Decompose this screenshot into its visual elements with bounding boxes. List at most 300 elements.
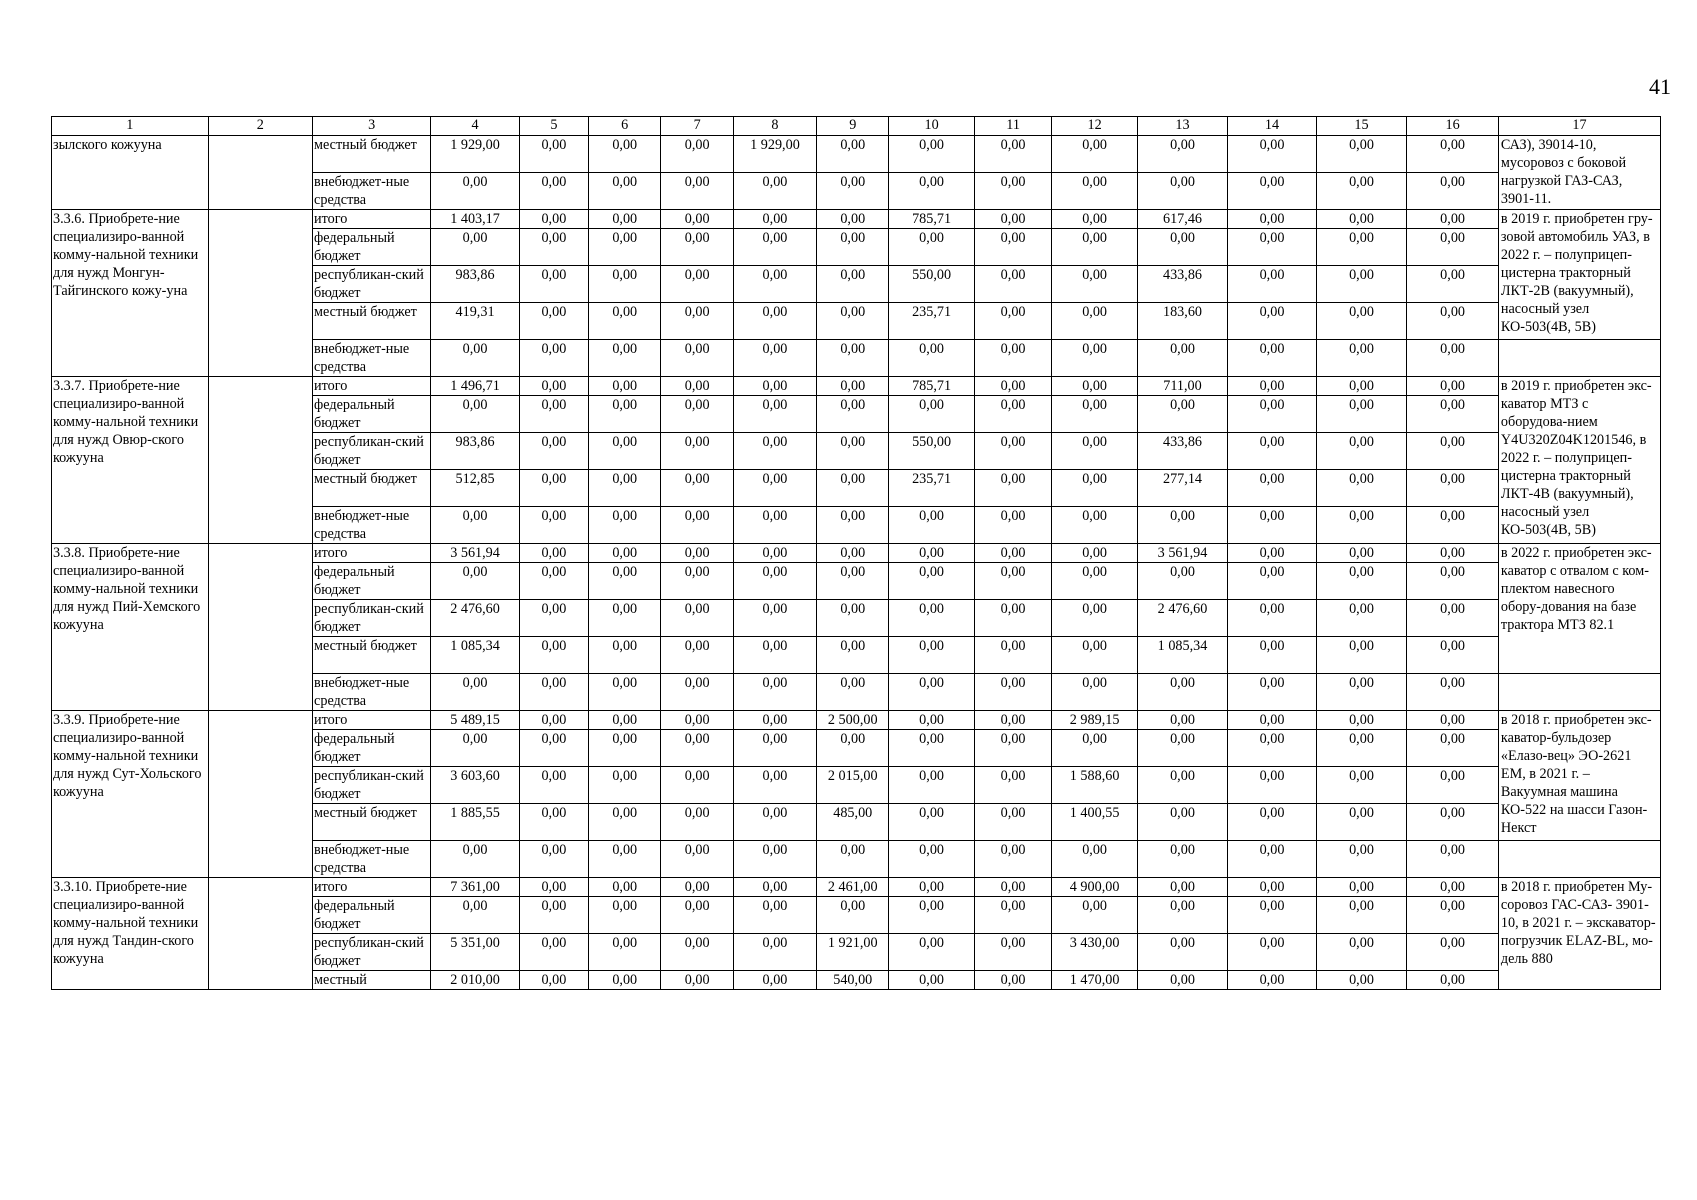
value-cell: 0,00 — [1052, 730, 1137, 767]
value-cell: 0,00 — [1052, 396, 1137, 433]
note-cell: в 2018 г. приобретен Му-соровоз ГАС-САЗ- 3901-10, в 2021 г. – экскаватор-погрузчик ELAZ-BL, мо-дель 880 — [1498, 878, 1660, 990]
value-cell: 0,00 — [431, 507, 519, 544]
column-header: 11 — [974, 117, 1052, 136]
value-cell: 0,00 — [589, 173, 661, 210]
value-cell: 0,00 — [1137, 507, 1228, 544]
value-cell: 0,00 — [733, 841, 816, 878]
value-cell: 0,00 — [661, 266, 733, 303]
value-cell: 512,85 — [431, 470, 519, 507]
value-cell: 0,00 — [1316, 229, 1407, 266]
value-cell: 0,00 — [519, 841, 588, 878]
value-cell: 0,00 — [974, 210, 1052, 229]
value-cell: 0,00 — [974, 433, 1052, 470]
value-cell: 0,00 — [661, 804, 733, 841]
value-cell: 0,00 — [817, 674, 889, 711]
value-cell: 0,00 — [519, 303, 588, 340]
value-cell: 0,00 — [817, 600, 889, 637]
value-cell: 183,60 — [1137, 303, 1228, 340]
value-cell: 0,00 — [733, 971, 816, 990]
value-cell: 0,00 — [431, 340, 519, 377]
value-cell: 0,00 — [1228, 841, 1316, 878]
table-row — [52, 377, 1661, 396]
value-cell: 0,00 — [974, 897, 1052, 934]
value-cell: 0,00 — [1228, 730, 1316, 767]
value-cell: 0,00 — [733, 804, 816, 841]
value-cell: 0,00 — [733, 303, 816, 340]
value-cell: 0,00 — [974, 637, 1052, 674]
value-cell: 0,00 — [1137, 804, 1228, 841]
funding-source: республикан-ский бюджет — [313, 600, 431, 637]
value-cell: 0,00 — [1316, 210, 1407, 229]
value-cell: 0,00 — [889, 878, 974, 897]
value-cell: 0,00 — [1052, 266, 1137, 303]
value-cell: 0,00 — [661, 396, 733, 433]
note-empty-cell — [1498, 841, 1660, 878]
value-cell: 0,00 — [817, 637, 889, 674]
value-cell: 0,00 — [1052, 210, 1137, 229]
column-header: 4 — [431, 117, 519, 136]
value-cell: 550,00 — [889, 433, 974, 470]
value-cell: 711,00 — [1137, 377, 1228, 396]
value-cell: 0,00 — [1228, 229, 1316, 266]
value-cell: 0,00 — [1137, 711, 1228, 730]
funding-source: внебюджет-ные средства — [313, 507, 431, 544]
value-cell: 0,00 — [733, 711, 816, 730]
value-cell: 0,00 — [1137, 971, 1228, 990]
value-cell: 0,00 — [431, 563, 519, 600]
value-cell: 0,00 — [1137, 730, 1228, 767]
value-cell: 0,00 — [661, 507, 733, 544]
value-cell: 0,00 — [974, 136, 1052, 173]
column-header: 6 — [589, 117, 661, 136]
value-cell: 0,00 — [1228, 600, 1316, 637]
value-cell: 0,00 — [817, 173, 889, 210]
value-cell: 0,00 — [1137, 396, 1228, 433]
value-cell: 0,00 — [519, 173, 588, 210]
value-cell: 0,00 — [733, 266, 816, 303]
value-cell: 0,00 — [661, 767, 733, 804]
value-cell: 419,31 — [431, 303, 519, 340]
value-cell: 0,00 — [1316, 173, 1407, 210]
value-cell: 0,00 — [519, 136, 588, 173]
value-cell: 0,00 — [817, 470, 889, 507]
value-cell: 983,86 — [431, 433, 519, 470]
value-cell: 0,00 — [589, 730, 661, 767]
value-cell: 0,00 — [589, 136, 661, 173]
value-cell: 0,00 — [733, 507, 816, 544]
note-cell: в 2019 г. приобретен экс-каватор МТЗ с оборудова-нием Y4U320Z04K1201546, в 2022 г. – полуприцеп-цистерна тракторный ЛКТ-4В (вакуумный), насосный узел КО-503(4В, 5В) — [1498, 377, 1660, 544]
value-cell: 0,00 — [1137, 229, 1228, 266]
funding-source: внебюджет-ные средства — [313, 340, 431, 377]
value-cell: 0,00 — [519, 433, 588, 470]
value-cell: 0,00 — [1316, 544, 1407, 563]
note-cell: в 2022 г. приобретен экс-каватор с отвалом с ком-плектом навесного обору-дования на базе трактора МТЗ 82.1 — [1498, 544, 1660, 674]
value-cell: 0,00 — [1228, 878, 1316, 897]
value-cell: 0,00 — [817, 303, 889, 340]
value-cell: 1 400,55 — [1052, 804, 1137, 841]
value-cell: 0,00 — [1052, 340, 1137, 377]
value-cell: 0,00 — [1407, 340, 1499, 377]
column-header: 13 — [1137, 117, 1228, 136]
budget-table — [51, 116, 1661, 990]
value-cell: 277,14 — [1137, 470, 1228, 507]
value-cell: 0,00 — [974, 711, 1052, 730]
value-cell: 0,00 — [1137, 878, 1228, 897]
value-cell: 0,00 — [733, 600, 816, 637]
value-cell: 0,00 — [817, 563, 889, 600]
value-cell: 0,00 — [817, 136, 889, 173]
value-cell: 0,00 — [1407, 971, 1499, 990]
value-cell: 0,00 — [889, 600, 974, 637]
funding-source: местный — [313, 971, 431, 990]
value-cell: 0,00 — [1228, 266, 1316, 303]
value-cell: 0,00 — [974, 377, 1052, 396]
value-cell: 0,00 — [889, 563, 974, 600]
value-cell: 0,00 — [974, 303, 1052, 340]
value-cell: 0,00 — [661, 340, 733, 377]
value-cell: 0,00 — [431, 897, 519, 934]
value-cell: 1 403,17 — [431, 210, 519, 229]
value-cell: 0,00 — [974, 934, 1052, 971]
value-cell: 0,00 — [889, 730, 974, 767]
value-cell: 0,00 — [1407, 266, 1499, 303]
value-cell: 2 476,60 — [431, 600, 519, 637]
value-cell: 0,00 — [661, 674, 733, 711]
funding-source: федеральный бюджет — [313, 563, 431, 600]
value-cell: 0,00 — [974, 674, 1052, 711]
value-cell: 0,00 — [1407, 711, 1499, 730]
value-cell: 0,00 — [1407, 173, 1499, 210]
value-cell: 0,00 — [1316, 470, 1407, 507]
value-cell: 0,00 — [1407, 210, 1499, 229]
value-cell: 0,00 — [817, 897, 889, 934]
funding-source: федеральный бюджет — [313, 730, 431, 767]
column-header: 15 — [1316, 117, 1407, 136]
value-cell: 0,00 — [733, 173, 816, 210]
value-cell: 0,00 — [1407, 377, 1499, 396]
value-cell: 0,00 — [1228, 210, 1316, 229]
value-cell: 1 470,00 — [1052, 971, 1137, 990]
value-cell: 0,00 — [661, 470, 733, 507]
value-cell: 0,00 — [817, 377, 889, 396]
funding-source: федеральный бюджет — [313, 396, 431, 433]
value-cell: 0,00 — [1052, 303, 1137, 340]
value-cell: 0,00 — [974, 544, 1052, 563]
value-cell: 0,00 — [1316, 674, 1407, 711]
value-cell: 0,00 — [519, 507, 588, 544]
value-cell: 3 561,94 — [1137, 544, 1228, 563]
value-cell: 0,00 — [1316, 878, 1407, 897]
value-cell: 0,00 — [817, 544, 889, 563]
value-cell: 0,00 — [1228, 767, 1316, 804]
value-cell: 0,00 — [733, 730, 816, 767]
value-cell: 0,00 — [1228, 303, 1316, 340]
value-cell: 0,00 — [1407, 897, 1499, 934]
value-cell: 0,00 — [889, 229, 974, 266]
header-row — [52, 117, 1661, 136]
value-cell: 0,00 — [1228, 897, 1316, 934]
value-cell: 0,00 — [817, 340, 889, 377]
value-cell: 0,00 — [889, 674, 974, 711]
value-cell: 0,00 — [431, 229, 519, 266]
funding-source: внебюджет-ные средства — [313, 841, 431, 878]
value-cell: 0,00 — [1228, 433, 1316, 470]
value-cell: 0,00 — [889, 136, 974, 173]
value-cell: 0,00 — [661, 136, 733, 173]
value-cell: 0,00 — [519, 266, 588, 303]
value-cell: 0,00 — [817, 229, 889, 266]
value-cell: 0,00 — [1407, 507, 1499, 544]
measure-name: 3.3.7. Приобрете-ние специализиро-ванной комму-нальной техники для нужд Овюр-ского кожууна — [52, 377, 209, 544]
value-cell: 0,00 — [1137, 934, 1228, 971]
value-cell: 0,00 — [661, 897, 733, 934]
value-cell: 7 361,00 — [431, 878, 519, 897]
column-header: 1 — [52, 117, 209, 136]
value-cell: 0,00 — [589, 971, 661, 990]
value-cell: 0,00 — [589, 470, 661, 507]
value-cell: 0,00 — [661, 210, 733, 229]
value-cell: 0,00 — [661, 841, 733, 878]
value-cell: 0,00 — [661, 711, 733, 730]
value-cell: 0,00 — [661, 377, 733, 396]
page-number: 41 — [1649, 74, 1671, 99]
funding-source: итого — [313, 711, 431, 730]
value-cell: 0,00 — [589, 674, 661, 711]
value-cell: 0,00 — [589, 507, 661, 544]
value-cell: 5 489,15 — [431, 711, 519, 730]
value-cell: 0,00 — [1052, 563, 1137, 600]
value-cell: 0,00 — [1316, 767, 1407, 804]
value-cell: 0,00 — [1316, 396, 1407, 433]
value-cell: 0,00 — [1052, 600, 1137, 637]
value-cell: 0,00 — [1407, 804, 1499, 841]
value-cell: 550,00 — [889, 266, 974, 303]
value-cell: 0,00 — [431, 730, 519, 767]
value-cell: 0,00 — [589, 767, 661, 804]
note-cell: в 2019 г. приобретен гру-зовой автомобиль УАЗ, в 2022 г. – полуприцеп-цистерна тракторный ЛКТ-2В (вакуумный), насосный узел КО-503(4В, 5В) — [1498, 210, 1660, 340]
value-cell: 0,00 — [431, 841, 519, 878]
value-cell: 0,00 — [1228, 804, 1316, 841]
column-header: 3 — [313, 117, 431, 136]
value-cell: 0,00 — [589, 897, 661, 934]
value-cell: 0,00 — [661, 544, 733, 563]
table-row — [52, 544, 1661, 563]
funding-source: внебюджет-ные средства — [313, 173, 431, 210]
value-cell: 0,00 — [519, 377, 588, 396]
value-cell: 0,00 — [889, 544, 974, 563]
value-cell: 0,00 — [974, 878, 1052, 897]
value-cell: 0,00 — [519, 878, 588, 897]
value-cell: 485,00 — [817, 804, 889, 841]
value-cell: 0,00 — [1228, 674, 1316, 711]
value-cell: 0,00 — [817, 507, 889, 544]
value-cell: 0,00 — [661, 878, 733, 897]
value-cell: 1 588,60 — [1052, 767, 1137, 804]
value-cell: 0,00 — [519, 396, 588, 433]
value-cell: 0,00 — [519, 544, 588, 563]
value-cell: 983,86 — [431, 266, 519, 303]
value-cell: 0,00 — [1137, 674, 1228, 711]
col2-cell — [208, 136, 312, 210]
value-cell: 0,00 — [1228, 934, 1316, 971]
value-cell: 0,00 — [1316, 266, 1407, 303]
value-cell: 0,00 — [1228, 637, 1316, 674]
table-row — [52, 210, 1661, 229]
measure-name: зылского кожууна — [52, 136, 209, 210]
value-cell: 1 929,00 — [733, 136, 816, 173]
value-cell: 0,00 — [733, 229, 816, 266]
value-cell: 0,00 — [974, 971, 1052, 990]
value-cell: 0,00 — [1137, 136, 1228, 173]
funding-source: внебюджет-ные средства — [313, 674, 431, 711]
value-cell: 2 476,60 — [1137, 600, 1228, 637]
value-cell: 0,00 — [661, 600, 733, 637]
value-cell: 0,00 — [589, 377, 661, 396]
value-cell: 0,00 — [1407, 303, 1499, 340]
value-cell: 0,00 — [589, 340, 661, 377]
value-cell: 0,00 — [1228, 173, 1316, 210]
column-header: 17 — [1498, 117, 1660, 136]
value-cell: 0,00 — [661, 229, 733, 266]
value-cell: 0,00 — [1052, 544, 1137, 563]
column-header: 5 — [519, 117, 588, 136]
note-cell: в 2018 г. приобретен экс-каватор-бульдозер «Елазо-вец» ЭО-2621 ЕМ, в 2021 г. – Вакуумная машина КО-522 на шасси Газон-Некст — [1498, 711, 1660, 841]
funding-source: итого — [313, 544, 431, 563]
measure-name: 3.3.10. Приобрете-ние специализиро-ванной комму-нальной техники для нужд Тандин-ского кожууна — [52, 878, 209, 990]
value-cell: 0,00 — [1228, 507, 1316, 544]
funding-source: республикан-ский бюджет — [313, 934, 431, 971]
value-cell: 0,00 — [733, 934, 816, 971]
value-cell: 0,00 — [1407, 563, 1499, 600]
value-cell: 0,00 — [1316, 730, 1407, 767]
value-cell: 0,00 — [889, 173, 974, 210]
value-cell: 5 351,00 — [431, 934, 519, 971]
value-cell: 0,00 — [733, 396, 816, 433]
value-cell: 0,00 — [1316, 433, 1407, 470]
value-cell: 0,00 — [1316, 637, 1407, 674]
funding-source: итого — [313, 377, 431, 396]
measure-name: 3.3.6. Приобрете-ние специализиро-ванной комму-нальной техники для нужд Монгун-Тайгинского кожу-уна — [52, 210, 209, 377]
value-cell: 0,00 — [889, 934, 974, 971]
value-cell: 0,00 — [589, 934, 661, 971]
value-cell: 235,71 — [889, 470, 974, 507]
value-cell: 0,00 — [1137, 173, 1228, 210]
funding-source: местный бюджет — [313, 470, 431, 507]
value-cell: 0,00 — [1407, 674, 1499, 711]
value-cell: 0,00 — [889, 841, 974, 878]
value-cell: 0,00 — [817, 433, 889, 470]
value-cell: 785,71 — [889, 210, 974, 229]
value-cell: 0,00 — [1316, 897, 1407, 934]
value-cell: 0,00 — [1052, 470, 1137, 507]
value-cell: 0,00 — [733, 544, 816, 563]
value-cell: 0,00 — [889, 767, 974, 804]
value-cell: 0,00 — [519, 229, 588, 266]
value-cell: 0,00 — [1228, 711, 1316, 730]
value-cell: 0,00 — [519, 470, 588, 507]
value-cell: 785,71 — [889, 377, 974, 396]
value-cell: 0,00 — [1316, 136, 1407, 173]
value-cell: 1 885,55 — [431, 804, 519, 841]
value-cell: 0,00 — [519, 711, 588, 730]
value-cell: 0,00 — [733, 637, 816, 674]
note-cell: САЗ), 39014-10, мусоровоз с боковой нагрузкой ГАЗ-САЗ, 3901-11. — [1498, 136, 1660, 210]
value-cell: 2 010,00 — [431, 971, 519, 990]
value-cell: 0,00 — [1316, 507, 1407, 544]
value-cell: 0,00 — [1407, 878, 1499, 897]
value-cell: 0,00 — [589, 711, 661, 730]
value-cell: 0,00 — [589, 229, 661, 266]
value-cell: 0,00 — [589, 210, 661, 229]
value-cell: 0,00 — [1052, 897, 1137, 934]
value-cell: 0,00 — [1316, 600, 1407, 637]
value-cell: 235,71 — [889, 303, 974, 340]
value-cell: 0,00 — [1228, 377, 1316, 396]
value-cell: 0,00 — [1228, 396, 1316, 433]
funding-source: федеральный бюджет — [313, 229, 431, 266]
value-cell: 0,00 — [1407, 637, 1499, 674]
funding-source: республикан-ский бюджет — [313, 767, 431, 804]
value-cell: 2 461,00 — [817, 878, 889, 897]
value-cell: 0,00 — [1407, 767, 1499, 804]
value-cell: 0,00 — [589, 266, 661, 303]
funding-source: местный бюджет — [313, 303, 431, 340]
value-cell: 3 561,94 — [431, 544, 519, 563]
value-cell: 0,00 — [661, 934, 733, 971]
column-header: 2 — [208, 117, 312, 136]
value-cell: 0,00 — [1052, 507, 1137, 544]
value-cell: 0,00 — [1137, 563, 1228, 600]
value-cell: 0,00 — [1407, 730, 1499, 767]
value-cell: 0,00 — [589, 878, 661, 897]
funding-source: местный бюджет — [313, 804, 431, 841]
table-row — [52, 136, 1661, 173]
value-cell: 0,00 — [519, 674, 588, 711]
value-cell: 0,00 — [817, 210, 889, 229]
value-cell: 0,00 — [519, 767, 588, 804]
value-cell: 0,00 — [889, 804, 974, 841]
value-cell: 0,00 — [1137, 340, 1228, 377]
value-cell: 0,00 — [1407, 229, 1499, 266]
value-cell: 0,00 — [589, 303, 661, 340]
value-cell: 3 603,60 — [431, 767, 519, 804]
value-cell: 0,00 — [974, 804, 1052, 841]
value-cell: 0,00 — [1228, 136, 1316, 173]
value-cell: 0,00 — [889, 396, 974, 433]
column-header: 14 — [1228, 117, 1316, 136]
value-cell: 0,00 — [974, 340, 1052, 377]
value-cell: 1 085,34 — [431, 637, 519, 674]
value-cell: 0,00 — [974, 507, 1052, 544]
funding-source: итого — [313, 210, 431, 229]
value-cell: 0,00 — [1228, 971, 1316, 990]
value-cell: 0,00 — [1407, 136, 1499, 173]
value-cell: 0,00 — [817, 266, 889, 303]
value-cell: 0,00 — [1407, 433, 1499, 470]
funding-source: федеральный бюджет — [313, 897, 431, 934]
value-cell: 0,00 — [974, 470, 1052, 507]
note-empty-cell — [1498, 340, 1660, 377]
col2-cell — [208, 711, 312, 878]
funding-source: итого — [313, 878, 431, 897]
value-cell: 0,00 — [661, 303, 733, 340]
value-cell: 0,00 — [431, 674, 519, 711]
value-cell: 0,00 — [589, 433, 661, 470]
value-cell: 0,00 — [889, 971, 974, 990]
value-cell: 0,00 — [1407, 544, 1499, 563]
value-cell: 0,00 — [817, 396, 889, 433]
value-cell: 0,00 — [1228, 340, 1316, 377]
